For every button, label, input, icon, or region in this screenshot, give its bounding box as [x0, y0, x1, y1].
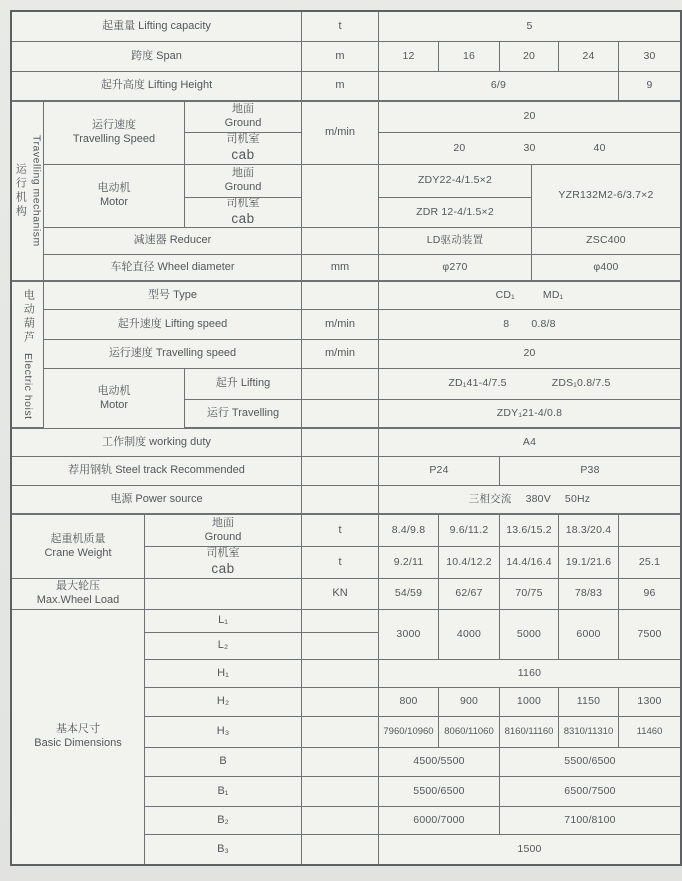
- dim-H3-v1-line-1: 7960/10960: [383, 726, 434, 738]
- dim-L-v3-line-1: 5000: [516, 627, 542, 640]
- dim-B1-label-line-1: B₁: [217, 784, 229, 797]
- crane-weight-ground-sublabel: [145, 515, 302, 547]
- dim-H2-label-line-1: H₂: [216, 695, 230, 708]
- travel-motor-cab-sublabel-line-1: 司机室: [226, 198, 260, 210]
- hoist-type-value-item-2: MD₁: [542, 288, 564, 301]
- lifting-height-value-main: [379, 72, 619, 102]
- max-wheel-load-unit: [302, 579, 379, 610]
- crane-weight-ground-v2: [439, 515, 500, 547]
- crane-weight-ground-v5: [619, 515, 680, 547]
- hoist-travelling-speed-unit: [302, 340, 379, 369]
- dim-B2-value-left: [379, 807, 500, 835]
- crane-weight-ground-v2-line-1: 9.6/11.2: [449, 523, 489, 536]
- travelling-speed-cab-values-item-1: 20: [453, 141, 466, 154]
- span-value-16-line-1: 16: [462, 49, 476, 62]
- wheel-diameter-unit-line-1: mm: [330, 260, 350, 273]
- travel-motor-cab-sublabel: [185, 198, 302, 228]
- dim-H2-v1: [379, 688, 439, 717]
- crane-weight-cab-v1-line-1: 9.2/11: [393, 555, 424, 568]
- dim-H3-v3-line-1: 8160/11160: [504, 726, 554, 738]
- reducer-unit: [302, 228, 379, 255]
- dim-B1-unit: [302, 777, 379, 807]
- dim-H2-v3-line-1: 1000: [516, 695, 542, 708]
- steel-track-value-p24: [379, 457, 500, 486]
- wheel-diameter-value-right-line-1: φ400: [593, 260, 619, 273]
- hoist-lifting-speed-label: [44, 310, 302, 340]
- max-wheel-load-v5: [619, 579, 680, 610]
- lifting-capacity-unit: [302, 12, 379, 42]
- dim-H1-label: [145, 660, 302, 688]
- dim-H2-v4-line-1: 1150: [576, 695, 601, 708]
- crane-weight-ground-unit: [302, 515, 379, 547]
- dim-H3-v5: [619, 717, 680, 748]
- hoist-motor-lifting-value: [379, 369, 680, 400]
- dim-L1-label: [145, 610, 302, 633]
- crane-weight-ground-v4-line-1: 18.3/20.4: [565, 523, 612, 536]
- crane-weight-cab-v5: [619, 547, 680, 579]
- max-wheel-load-v3-line-1: 70/75: [515, 587, 543, 600]
- dim-L2-label-line-1: L₂: [217, 639, 229, 652]
- crane-weight-cab-v1: [379, 547, 439, 579]
- span-value-12-line-1: 12: [402, 49, 415, 62]
- travelling-speed-cab-sublabel-line-2: cab: [231, 146, 255, 162]
- dim-H2-label: [145, 688, 302, 717]
- travel-motor-cab-sublabel-line-2: cab: [231, 210, 255, 226]
- crane-weight-cab-v4-line-1: 19.1/21.6: [565, 555, 612, 568]
- dim-B1-value-right: [500, 777, 680, 807]
- dim-H2-v5: [619, 688, 680, 717]
- span-label-line-1: 跨度 Span: [131, 49, 182, 62]
- dim-L1-unit: [302, 610, 379, 633]
- lifting-height-value-main-line-1: 6/9: [490, 79, 507, 92]
- power-source-value-item-3: 50Hz: [564, 492, 591, 505]
- dim-B1-value-right-line-1: 6500/7500: [564, 784, 616, 797]
- travelling-speed-ground-sublabel-line-2: Ground: [224, 117, 262, 129]
- dim-B-value-left-line-1: 4500/5500: [413, 755, 465, 768]
- travelling-speed-unit: [302, 102, 379, 165]
- section-electric-hoist-zh: 电动葫芦: [22, 289, 35, 346]
- travel-motor-cab-value-line-1: ZDR 12-4/1.5×2: [416, 205, 494, 218]
- crane-weight-cab-v3-line-1: 14.4/16.4: [506, 555, 552, 568]
- section-electric-hoist-en: Electric hoist: [22, 353, 35, 420]
- dim-H3-unit: [302, 717, 379, 748]
- travelling-speed-cab-values-item-3: 40: [593, 141, 606, 154]
- travelling-speed-ground-value: [379, 102, 680, 133]
- travelling-speed-cab-values: [379, 133, 680, 165]
- section-travelling-mechanism-en: Travelling mechanism: [30, 135, 43, 247]
- hoist-lifting-speed-unit-line-1: m/min: [325, 317, 355, 330]
- hoist-motor-lifting-sublabel-line-1: 起升 Lifting: [215, 377, 271, 390]
- crane-weight-ground-v1-line-1: 8.4/9.8: [391, 523, 426, 536]
- steel-track-label: [12, 457, 302, 486]
- lifting-capacity-label-line-1: 起重量 Lifting capacity: [102, 19, 211, 32]
- travel-motor-label-line-1: 电动机: [97, 182, 131, 195]
- dim-H3-label: [145, 717, 302, 748]
- crane-weight-label: [12, 515, 145, 579]
- dim-B2-value-left-line-1: 6000/7000: [413, 813, 465, 826]
- crane-weight-ground-v3-line-1: 13.6/15.2: [506, 523, 552, 536]
- hoist-type-value: [379, 282, 680, 310]
- dim-H1-value-line-1: 1160: [517, 666, 542, 679]
- dim-L-v3: [500, 610, 559, 660]
- steel-track-value-p24-line-1: P24: [429, 464, 449, 477]
- travel-motor-alt-value: [532, 165, 680, 228]
- power-source-unit: [302, 486, 379, 515]
- max-wheel-load-v1-line-1: 54/59: [394, 587, 423, 600]
- travelling-speed-cab-sublabel: [185, 133, 302, 165]
- hoist-lifting-speed-value-item-2: 0.8/8: [531, 317, 556, 330]
- dim-B2-label: [145, 807, 302, 835]
- hoist-type-label: [44, 282, 302, 310]
- crane-weight-cab-v2-line-1: 10.4/12.2: [446, 555, 492, 568]
- basic-dimensions-label: [12, 610, 145, 864]
- wheel-diameter-value-left: [379, 255, 532, 282]
- lifting-capacity-unit-line-1: t: [338, 19, 342, 32]
- crane-weight-cab-v3: [500, 547, 559, 579]
- hoist-lifting-speed-value: [379, 310, 680, 340]
- dim-B-value-left: [379, 748, 500, 777]
- travelling-speed-ground-sublabel: [185, 102, 302, 133]
- hoist-motor-label-line-1: 电动机: [97, 384, 131, 397]
- dim-H3-v1: [379, 717, 439, 748]
- dim-B1-value-left: [379, 777, 500, 807]
- power-source-label: [12, 486, 302, 515]
- basic-dimensions-label-line-2: Basic Dimensions: [34, 737, 122, 749]
- lifting-capacity-value-line-1: 5: [526, 19, 533, 32]
- hoist-motor-travelling-sublabel: [185, 400, 302, 429]
- travel-motor-ground-sublabel: [185, 165, 302, 198]
- crane-weight-label-line-2: Crane Weight: [44, 546, 112, 559]
- steel-track-label-line-1: 荐用钢轨 Steel track Recommended: [68, 464, 245, 477]
- basic-dimensions-label-line-1: 基本尺寸: [56, 723, 100, 736]
- dim-B-label-line-1: B: [219, 755, 227, 768]
- lifting-height-label-line-1: 起升高度 Lifting Height: [100, 79, 213, 92]
- travel-motor-unit: [302, 165, 379, 228]
- crane-weight-cab-v2: [439, 547, 500, 579]
- hoist-type-unit: [302, 282, 379, 310]
- dim-H2-v2-line-1: 900: [459, 695, 479, 708]
- max-wheel-load-v2-line-1: 62/67: [455, 587, 483, 600]
- max-wheel-load-v3: [500, 579, 559, 610]
- hoist-type-value-item-1: CD₁: [495, 288, 515, 301]
- reducer-label: [44, 228, 302, 255]
- section-travelling-mechanism-vertical-text: [13, 102, 43, 280]
- lifting-capacity-label: [12, 12, 302, 42]
- span-unit-line-1: m: [335, 49, 345, 62]
- travel-motor-ground-sublabel-line-1: 地面: [232, 167, 254, 180]
- wheel-diameter-value-left-line-1: φ270: [442, 260, 468, 273]
- travelling-speed-ground-sublabel-line-1: 地面: [232, 103, 254, 116]
- hoist-travelling-speed-unit-line-1: m/min: [325, 347, 355, 360]
- dim-H3-v4-line-1: 8310/11310: [563, 726, 614, 738]
- hoist-lifting-speed-label-line-1: 起升速度 Lifting speed: [117, 317, 228, 330]
- travelling-speed-label-line-1: 运行速度: [92, 119, 136, 132]
- lifting-height-value-alt-line-1: 9: [646, 79, 653, 92]
- span-value-20: [500, 42, 559, 72]
- section-travelling-mechanism: [12, 102, 44, 282]
- reducer-value-right-line-1: ZSC400: [586, 234, 626, 247]
- max-wheel-load-label: [12, 579, 145, 610]
- hoist-motor-travelling-value: [379, 400, 680, 429]
- max-wheel-load-v4-line-1: 78/83: [574, 587, 603, 600]
- section-electric-hoist-vertical-text: [21, 282, 35, 427]
- dim-B3-label-line-1: B₃: [217, 842, 229, 855]
- crane-weight-ground-sublabel-line-2: Ground: [204, 530, 242, 543]
- travelling-speed-ground-value-line-1: 20: [523, 110, 536, 123]
- crane-weight-ground-unit-line-1: t: [338, 523, 342, 536]
- travelling-speed-cab-values-item-2: 30: [523, 141, 536, 154]
- dim-H2-v5-line-1: 1300: [637, 695, 662, 708]
- power-source-value-item-1: 三相交流: [468, 492, 512, 505]
- dim-H3-v3: [500, 717, 559, 748]
- travelling-speed-unit-line-1: m/min: [325, 126, 355, 139]
- dim-B2-unit: [302, 807, 379, 835]
- working-duty-unit: [302, 429, 379, 457]
- dim-H3-v2-line-1: 8060/11060: [444, 726, 494, 738]
- span-value-24: [559, 42, 619, 72]
- span-value-20-line-1: 20: [522, 49, 536, 62]
- power-source-value-item-2: 380V: [525, 492, 551, 505]
- max-wheel-load-label-line-1: 最大轮压: [56, 580, 100, 593]
- reducer-label-line-1: 减速器 Reducer: [133, 234, 212, 247]
- span-value-24-line-1: 24: [582, 49, 595, 62]
- travelling-speed-label: [44, 102, 185, 165]
- dim-L-v5: [619, 610, 680, 660]
- dim-H3-v2: [439, 717, 500, 748]
- steel-track-value-p38: [500, 457, 680, 486]
- hoist-motor-label: [44, 369, 185, 429]
- dim-L-v2: [439, 610, 500, 660]
- hoist-motor-travelling-unit: [302, 400, 379, 429]
- max-wheel-load-v1: [379, 579, 439, 610]
- dim-B2-label-line-1: B₂: [217, 813, 229, 826]
- travel-motor-ground-value: [379, 165, 532, 198]
- section-travelling-mechanism-zh: 运行机构: [14, 163, 27, 219]
- dim-B-value-right: [500, 748, 680, 777]
- wheel-diameter-label: [44, 255, 302, 282]
- dim-L-v1: [379, 610, 439, 660]
- reducer-value-left-line-1: LD驱动装置: [426, 234, 484, 247]
- span-label: [12, 42, 302, 72]
- crane-specification-table: [10, 10, 682, 866]
- travel-motor-ground-sublabel-line-2: Ground: [224, 181, 262, 193]
- dim-L1-label-line-1: L₁: [218, 614, 228, 627]
- crane-weight-cab-v4: [559, 547, 619, 579]
- dim-H2-v3: [500, 688, 559, 717]
- hoist-motor-lifting-unit: [302, 369, 379, 400]
- lifting-height-unit-line-1: m: [335, 79, 345, 92]
- travel-motor-label: [44, 165, 185, 228]
- dim-B3-value-line-1: 1500: [517, 842, 542, 855]
- hoist-travelling-speed-value: [379, 340, 680, 369]
- dim-L-v5-line-1: 7500: [637, 627, 662, 640]
- hoist-motor-lifting-value-item-2: ZDS₁0.8/7.5: [551, 377, 611, 390]
- crane-weight-ground-sublabel-line-1: 地面: [212, 516, 234, 529]
- dim-H1-value: [379, 660, 680, 688]
- span-value-30-line-1: 30: [643, 49, 656, 62]
- dim-B1-label: [145, 777, 302, 807]
- crane-weight-cab-unit: [302, 547, 379, 579]
- travel-motor-cab-value: [379, 198, 532, 228]
- power-source-value: [379, 486, 680, 515]
- max-wheel-load-v4: [559, 579, 619, 610]
- span-value-16: [439, 42, 500, 72]
- dim-H1-unit: [302, 660, 379, 688]
- lifting-height-unit: [302, 72, 379, 102]
- dim-L-v4: [559, 610, 619, 660]
- hoist-travelling-speed-label: [44, 340, 302, 369]
- lifting-height-value-alt: [619, 72, 680, 102]
- dim-L-v2-line-1: 4000: [456, 627, 482, 640]
- dim-H3-v5-line-1: 11460: [636, 726, 663, 738]
- dim-B-value-right-line-1: 5500/6500: [564, 755, 616, 768]
- dim-B2-value-right-line-1: 7100/8100: [564, 813, 616, 826]
- crane-weight-ground-v3: [500, 515, 559, 547]
- hoist-type-label-line-1: 型号 Type: [148, 288, 197, 301]
- span-unit: [302, 42, 379, 72]
- steel-track-unit: [302, 457, 379, 486]
- crane-weight-cab-sublabel-line-1: 司机室: [206, 547, 240, 560]
- wheel-diameter-unit: [302, 255, 379, 282]
- crane-weight-label-line-1: 起重机质量: [50, 532, 106, 545]
- hoist-travelling-speed-value-line-1: 20: [523, 347, 536, 360]
- reducer-value-left: [379, 228, 532, 255]
- dim-L-v4-line-1: 6000: [576, 627, 601, 640]
- wheel-diameter-label-line-1: 车轮直径 Wheel diameter: [110, 260, 235, 273]
- max-wheel-load-unit-line-1: KN: [332, 587, 348, 600]
- dim-B3-label: [145, 835, 302, 864]
- power-source-label-line-1: 电源 Power source: [110, 492, 203, 505]
- travel-motor-label-line-2: Motor: [99, 196, 129, 208]
- hoist-lifting-speed-unit: [302, 310, 379, 340]
- dim-B-label: [145, 748, 302, 777]
- section-electric-hoist: [12, 282, 44, 429]
- span-value-12: [379, 42, 439, 72]
- travelling-speed-label-line-2: Travelling Speed: [72, 133, 156, 145]
- hoist-motor-travelling-value-line-1: ZDY₁21-4/0.8: [496, 406, 563, 419]
- steel-track-value-p38-line-1: P38: [580, 464, 600, 477]
- hoist-lifting-speed-value-item-1: 8: [503, 317, 510, 330]
- dim-B-unit: [302, 748, 379, 777]
- dim-B1-value-left-line-1: 5500/6500: [413, 784, 465, 797]
- crane-weight-cab-sublabel: [145, 547, 302, 579]
- travel-motor-ground-value-line-1: ZDY22-4/1.5×2: [417, 174, 493, 187]
- dim-H3-label-line-1: H₃: [216, 725, 230, 738]
- dim-L-v1-line-1: 3000: [396, 627, 421, 640]
- dim-L2-label: [145, 633, 302, 660]
- max-wheel-load-v2: [439, 579, 500, 610]
- dim-L2-unit: [302, 633, 379, 660]
- crane-weight-ground-v4: [559, 515, 619, 547]
- dim-B3-unit: [302, 835, 379, 864]
- dim-H3-v4: [559, 717, 619, 748]
- dim-H2-unit: [302, 688, 379, 717]
- lifting-height-label: [12, 72, 302, 102]
- dim-H2-v4: [559, 688, 619, 717]
- hoist-motor-lifting-sublabel: [185, 369, 302, 400]
- hoist-motor-travelling-sublabel-line-1: 运行 Travelling: [206, 406, 280, 419]
- crane-weight-cab-sublabel-line-2: cab: [211, 560, 235, 576]
- lifting-capacity-value: [379, 12, 680, 42]
- dim-H2-v1-line-1: 800: [399, 695, 418, 708]
- hoist-motor-lifting-value-item-1: ZD₁41-4/7.5: [448, 377, 507, 390]
- working-duty-label: [12, 429, 302, 457]
- working-duty-label-line-1: 工作制度 working duty: [102, 435, 211, 448]
- working-duty-value-line-1: A4: [522, 435, 537, 448]
- dim-H2-v2: [439, 688, 500, 717]
- travel-motor-alt-value-line-1: YZR132M2-6/3.7×2: [558, 189, 654, 202]
- max-wheel-load-v5-line-1: 96: [643, 587, 656, 600]
- hoist-motor-label-line-2: Motor: [99, 398, 129, 411]
- crane-weight-cab-unit-line-1: t: [338, 555, 342, 568]
- reducer-value-right: [532, 228, 680, 255]
- crane-weight-ground-v1: [379, 515, 439, 547]
- crane-weight-cab-v5-line-1: 25.1: [638, 555, 661, 568]
- working-duty-value: [379, 429, 680, 457]
- wheel-diameter-value-right: [532, 255, 680, 282]
- dim-B2-value-right: [500, 807, 680, 835]
- travelling-speed-cab-sublabel-line-1: 司机室: [226, 133, 260, 146]
- max-wheel-load-sublabel: [145, 579, 302, 610]
- hoist-travelling-speed-label-line-1: 运行速度 Travelling speed: [108, 347, 237, 360]
- dim-B3-value: [379, 835, 680, 864]
- dim-H1-label-line-1: H₁: [217, 666, 229, 679]
- max-wheel-load-label-line-2: Max.Wheel Load: [36, 594, 120, 606]
- span-value-30: [619, 42, 680, 72]
